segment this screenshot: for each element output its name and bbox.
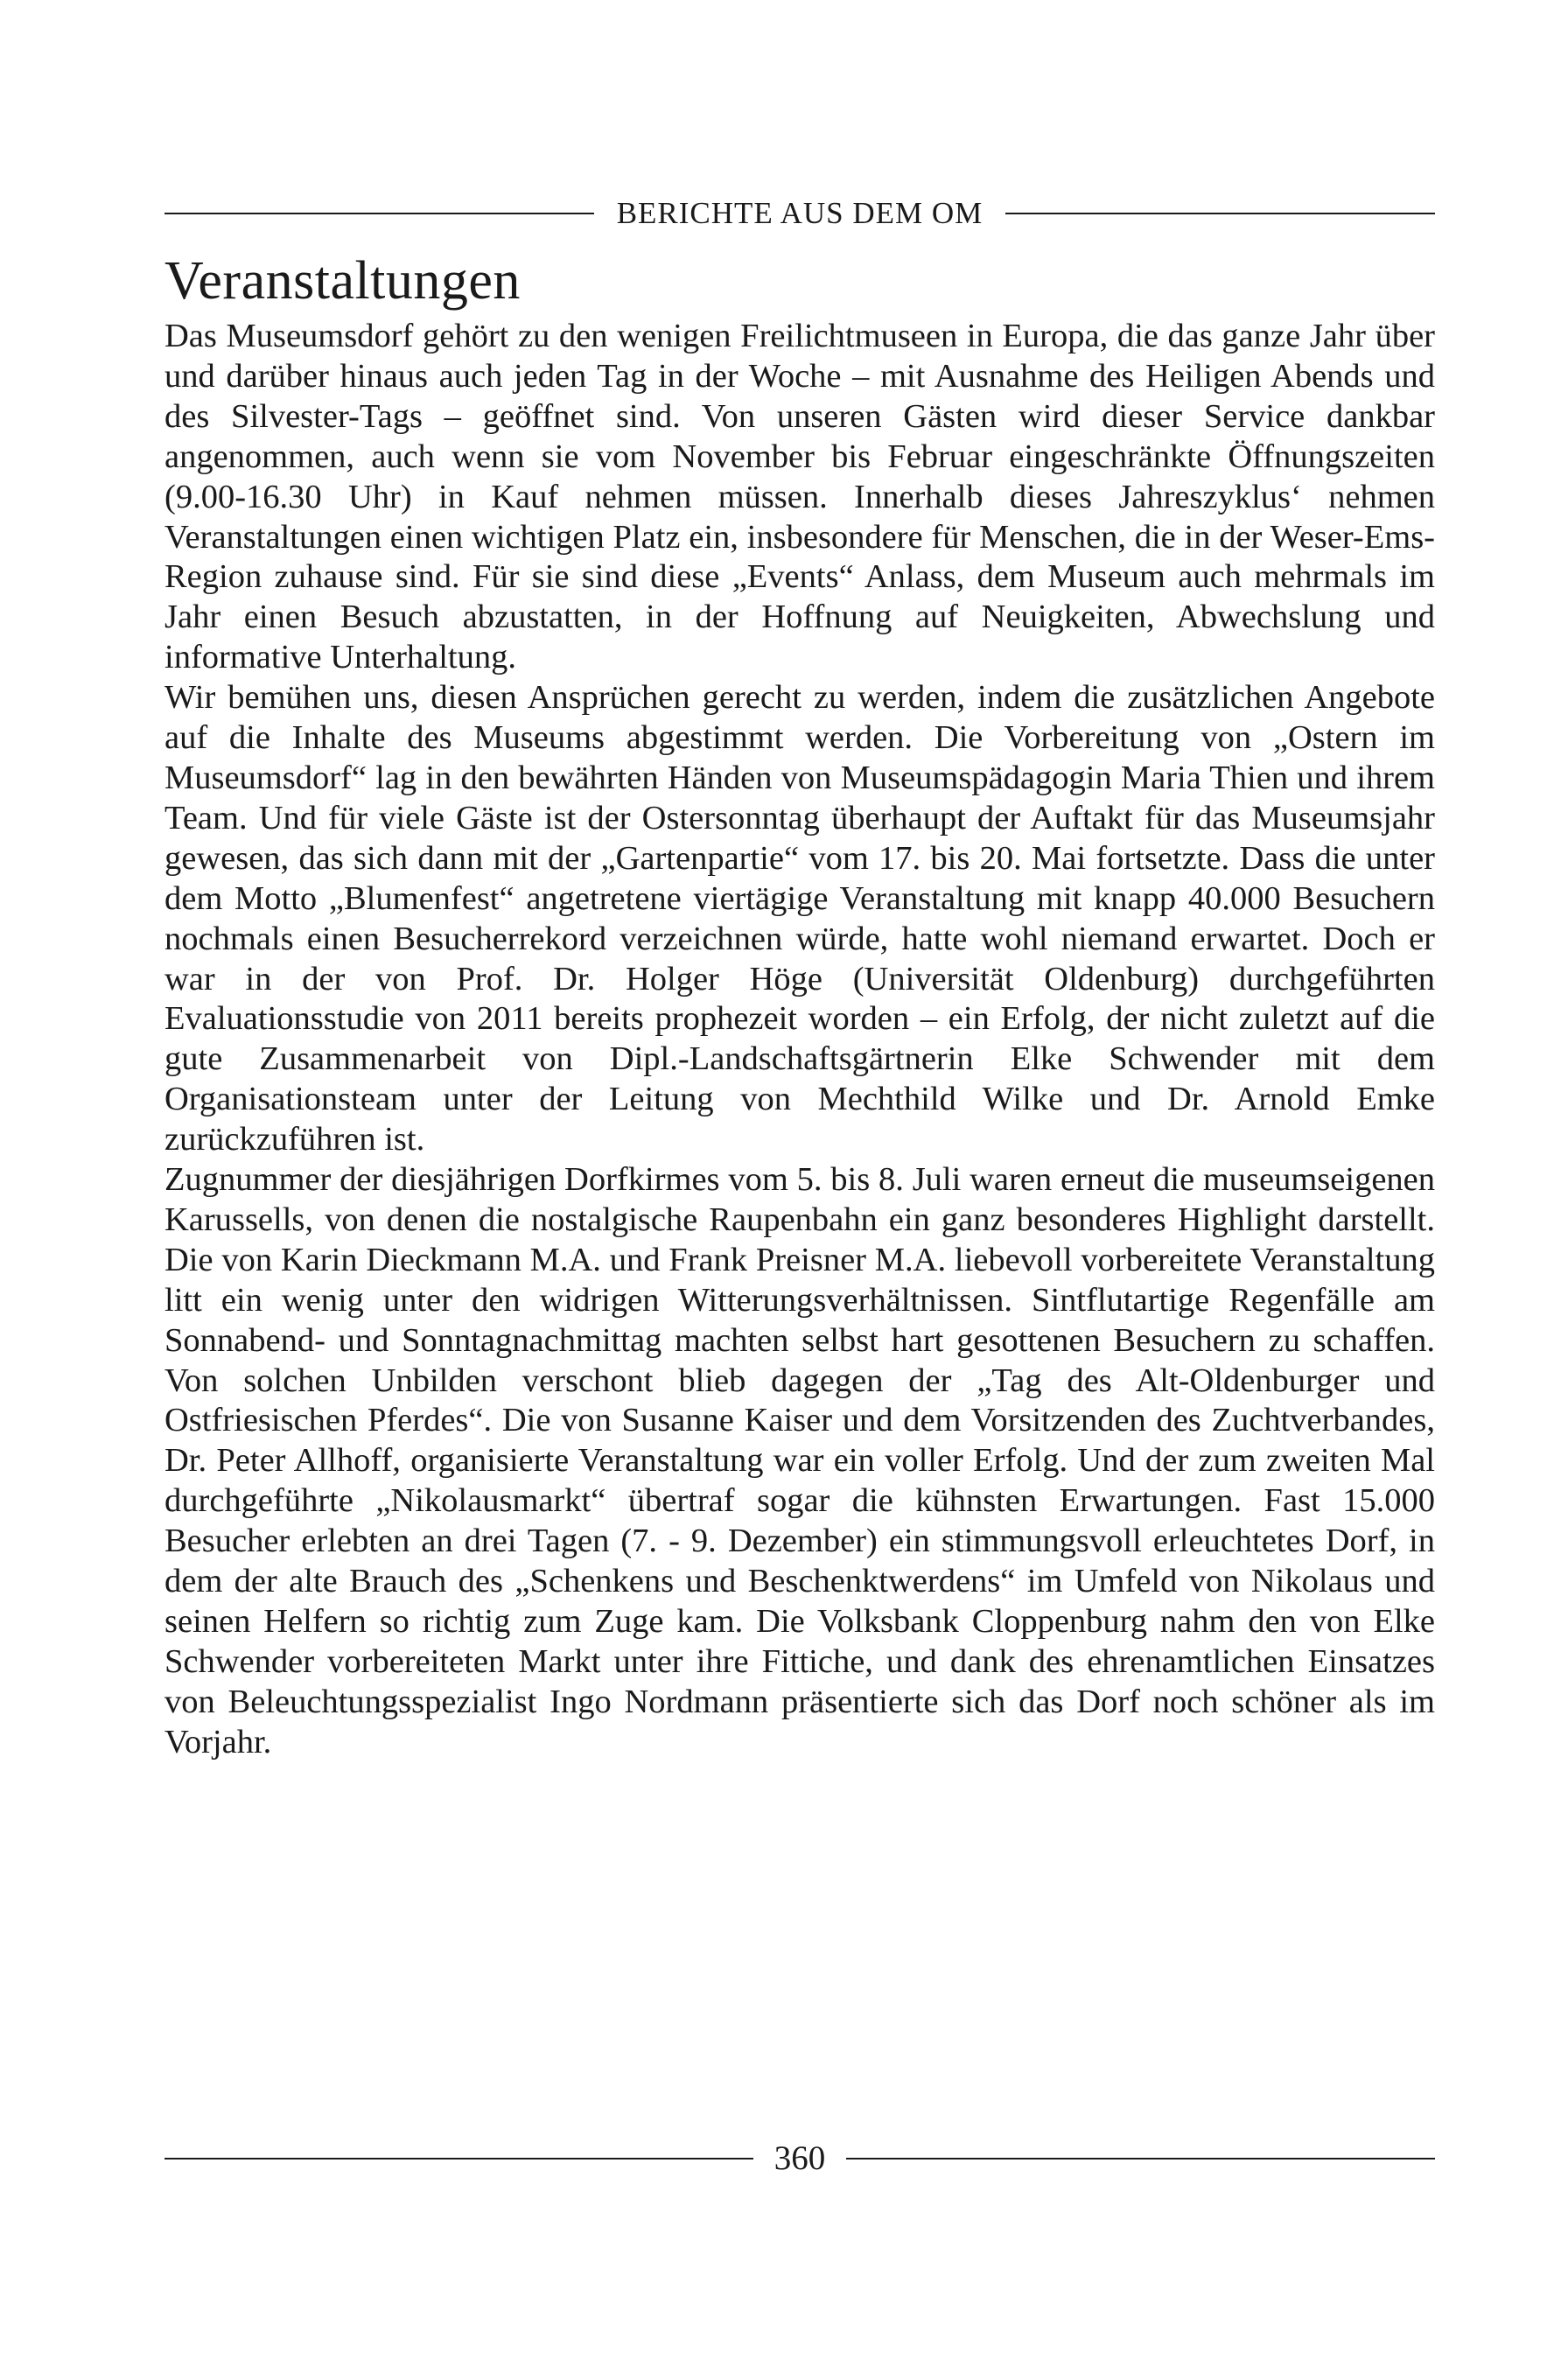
page-number: 360 [774, 2139, 826, 2177]
running-head-text: BERICHTE AUS DEM OM [616, 196, 984, 230]
paragraph-2: Wir bemühen uns, diesen Ansprüchen gerecht zu werden, indem die zusätzlichen Angebote auf die Inhalte des Museums abgestimmt werden. Die Vorbereitung von „Ostern im Museumsdorf“ lag in den bewährten Händen von Museumspädagogin Maria Thien und ihrem Team. Und für viele Gäste ist der Ostersonntag überhaupt der Auftakt für das Museumsjahr gewesen, das sich dann mit der „Gartenpartie“ vom 17. bis 20. Mai fortsetzte. Dass die unter dem Motto „Blumenfest“ angetretene viertägige Veranstaltung mit knapp 40.000 Besuchern nochmals einen Besucherrekord verzeichnen würde, hatte wohl niemand erwartet. Doch er war in der von Prof. Dr. Holger Höge (Universität Oldenburg) durchgeführten Evaluationsstudie von 2011 bereits prophezeit worden – ein Erfolg, der nicht zuletzt auf die gute Zusammenarbeit von Dipl.-Landschaftsgärtnerin Elke Schwender mit dem Organisationsteam unter der Leitung von Mechthild Wilke und Dr. Arnold Emke zurückzuführen ist. [164, 679, 1435, 1158]
paragraph-3: Zugnummer der diesjährigen Dorfkirmes vom 5. bis 8. Juli waren erneut die museumseigenen Karussells, von denen die nostalgische Raupenbahn ein ganz besonderes Highlight darstellt. Die von Karin Dieckmann M.A. und Frank Preisner M.A. liebevoll vorbereitete Veranstaltung litt ein wenig unter den widrigen Witterungsverhältnissen. Sintflutartige Regenfälle am Sonnabend- und Sonntagnachmittag machten selbst hart gesottenen Besuchern zu schaffen. Von solchen Unbilden verschont blieb dagegen der „Tag des Alt-Oldenburger und Ostfriesischen Pferdes“. Die von Susanne Kaiser und dem Vorsitzenden des Zuchtverbandes, Dr. Peter Allhoff, organisierte Veranstaltung war ein voller Erfolg. Und der zum zweiten Mal durchgeführte „Nikolausmarkt“ übertraf sogar die kühnsten Erwartungen. Fast 15.000 Besucher erlebten an drei Tagen (7. - 9. Dezember) ein stimmungsvoll erleuchtetes Dorf, in dem der alte Brauch des „Schenkens und Beschenktwerdens“ im Umfeld von Nikolaus und seinen Helfern so richtig zum Zuge kam. Die Volksbank Cloppenburg nahm den von Elke Schwender vorbereiteten Markt unter ihre Fittiche, und dank des ehrenamtlichen Einsatzes von Beleuchtungsspezialist Ingo Nordmann präsentierte sich das Dorf noch schöner als im Vorjahr. [164, 1161, 1435, 1760]
body-text [164, 317, 1435, 1763]
section-title: Veranstaltungen [164, 251, 521, 311]
footer-rule-right [846, 2158, 1435, 2160]
footer-rule-left [164, 2158, 753, 2160]
page-footer [164, 2138, 1435, 2180]
running-head [164, 194, 1435, 233]
running-head-rule-left [164, 213, 594, 214]
paragraph-1: Das Museumsdorf gehört zu den wenigen Freilichtmuseen in Europa, die das ganze Jahr über und darüber hinaus auch jeden Tag in der Woche – mit Ausnahme des Heiligen Abends und des Silvester-Tags – geöffnet sind. Von unseren Gästen wird dieser Service dankbar angenommen, auch wenn sie vom November bis Februar eingeschränkte Öffnungszeiten (9.00-16.30 Uhr) in Kauf nehmen müssen. Innerhalb dieses Jahreszyklus‘ nehmen Veranstaltungen einen wichtigen Platz ein, insbesondere für Menschen, die in der Weser-Ems-Region zuhause sind. Für sie sind diese „Events“ Anlass, dem Museum auch mehrmals im Jahr einen Besuch abzustatten, in der Hoffnung auf Neuigkeiten, Abwechslung und informative Unterhaltung. [164, 318, 1435, 676]
running-head-rule-right [1005, 213, 1435, 214]
